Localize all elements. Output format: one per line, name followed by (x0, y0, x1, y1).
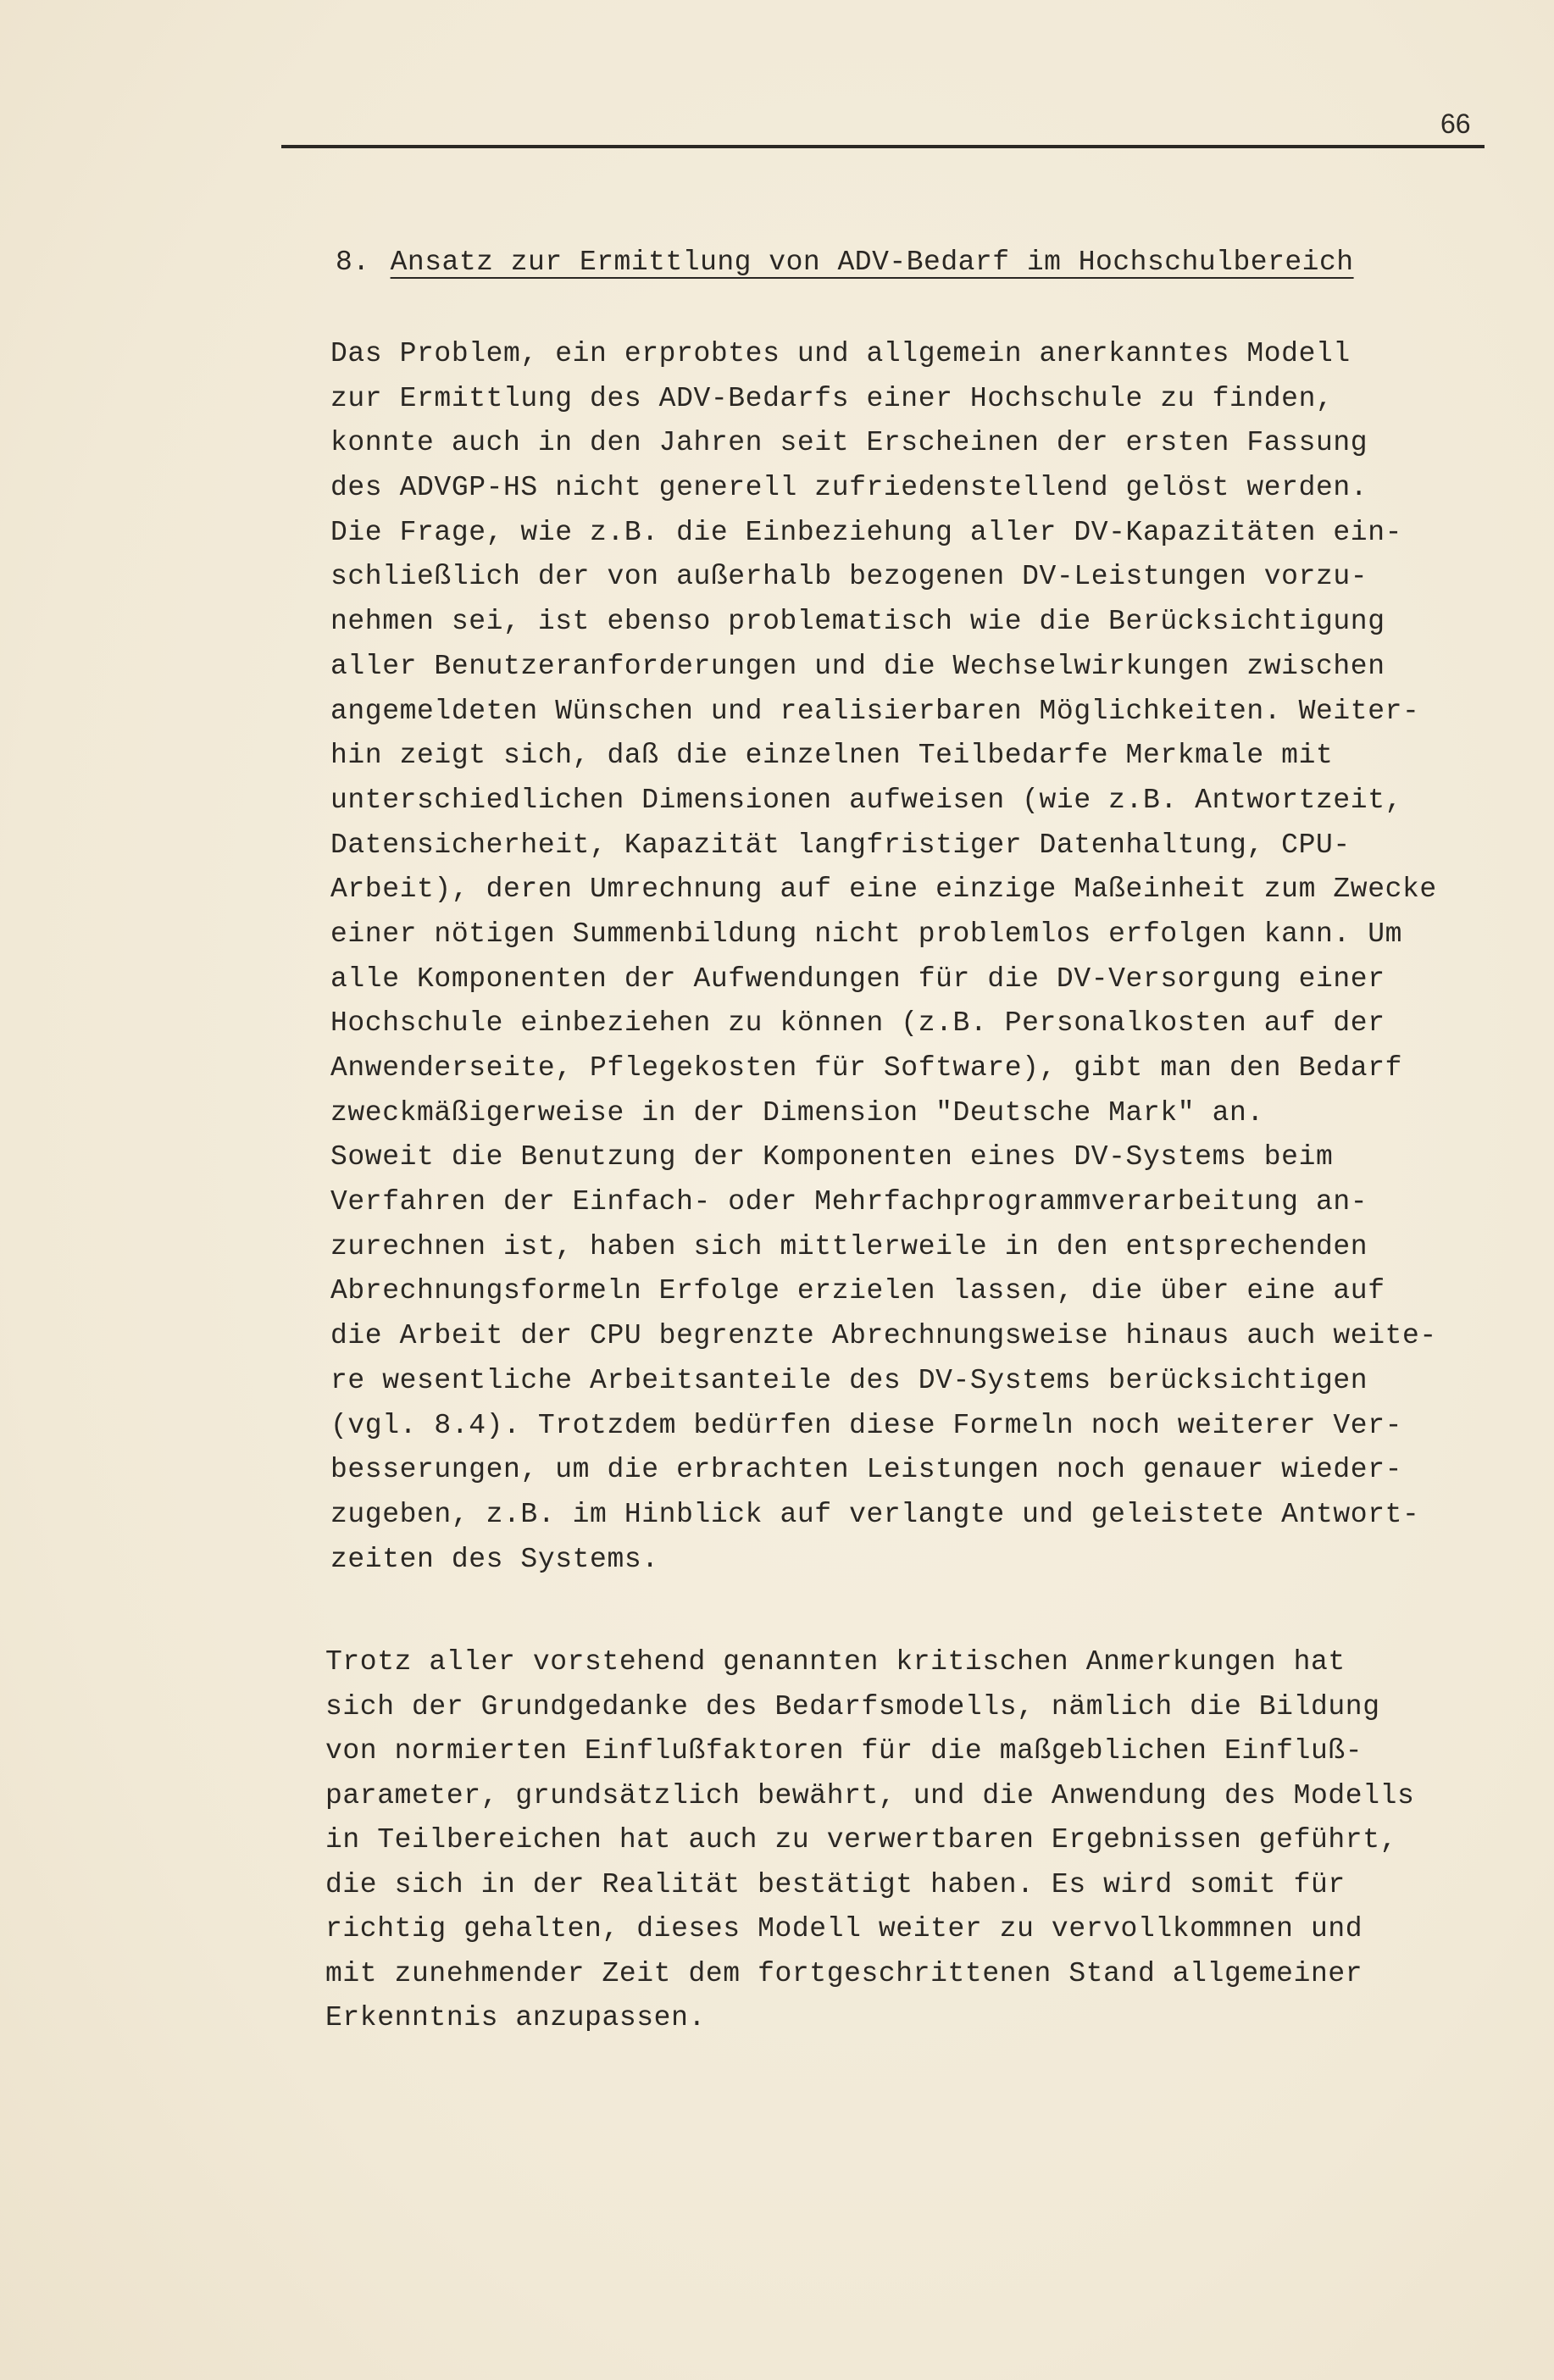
text-line: hin zeigt sich, daß die einzelnen Teilbedarfe Merkmale mit (330, 740, 1334, 772)
text-line: in Teilbereichen hat auch zu verwertbaren Ergebnissen geführt, (325, 1824, 1397, 1856)
text-line: nehmen sei, ist ebenso problematisch wie die Berücksichtigung (330, 606, 1385, 638)
text-line: des ADVGP-HS nicht generell zufriedenstellend gelöst werden. (330, 472, 1368, 504)
text-line: mit zunehmender Zeit dem fortgeschrittenen Stand allgemeiner (325, 1957, 1363, 1989)
text-line: Datensicherheit, Kapazität langfristiger Datenhaltung, CPU- (330, 829, 1351, 861)
text-line: Soweit die Benutzung der Komponenten eines DV-Systems beim (330, 1141, 1334, 1173)
section-title: Ansatz zur Ermittlung von ADV-Bedarf im Hochschulbereich (390, 247, 1354, 278)
page-number: 66 (1440, 108, 1471, 139)
text-line: zur Ermittlung des ADV-Bedarfs einer Hochschule zu finden, (330, 382, 1334, 414)
text-line: richtig gehalten, dieses Modell weiter zu vervollkommnen und (325, 1913, 1363, 1944)
text-line: von normierten Einflußfaktoren für die maßgeblichen Einfluß- (325, 1735, 1363, 1767)
text-line: zweckmäßigerweise in der Dimension "Deutsche Mark" an. (330, 1096, 1264, 1129)
text-line: Trotz aller vorstehend genannten kritischen Anmerkungen hat (325, 1646, 1346, 1678)
section-heading (336, 247, 1354, 278)
text-line: besserungen, um die erbrachten Leistungen noch genauer wieder- (330, 1454, 1402, 1486)
text-line: die sich in der Realität bestätigt haben. Es wird somit für (325, 1868, 1346, 1900)
paragraph-2 (325, 1640, 1414, 2041)
text-line: Erkenntnis anzupassen. (325, 2002, 706, 2033)
text-line: zugeben, z.B. im Hinblick auf verlangte und geleistete Antwort- (330, 1498, 1420, 1530)
text-line: konnte auch in den Jahren seit Erscheinen der ersten Fassung (330, 427, 1368, 459)
text-line: aller Benutzeranforderungen und die Wechselwirkungen zwischen (330, 650, 1385, 682)
text-line: Das Problem, ein erprobtes und allgemein anerkanntes Modell (330, 338, 1351, 369)
text-line: Abrechnungsformeln Erfolge erzielen lassen, die über eine auf (330, 1275, 1385, 1307)
text-line: zeiten des Systems. (330, 1543, 659, 1575)
text-line: unterschiedlichen Dimensionen aufweisen (wie z.B. Antwortzeit, (330, 784, 1402, 816)
text-line: Verfahren der Einfach- oder Mehrfachprogrammverarbeitung an- (330, 1186, 1368, 1218)
section-number: 8. (336, 247, 370, 278)
paragraph-1 (330, 332, 1437, 1582)
text-line: alle Komponenten der Aufwendungen für die DV-Versorgung einer (330, 963, 1385, 995)
text-line: Hochschule einbeziehen zu können (z.B. Personalkosten auf der (330, 1007, 1385, 1040)
text-line: (vgl. 8.4). Trotzdem bedürfen diese Formeln noch weiterer Ver- (330, 1409, 1402, 1441)
header-rule (281, 145, 1485, 148)
text-line: sich der Grundgedanke des Bedarfsmodells, nämlich die Bildung (325, 1690, 1380, 1723)
text-line: Arbeit), deren Umrechnung auf eine einzige Maßeinheit zum Zwecke (330, 874, 1437, 906)
text-line: angemeldeten Wünschen und realisierbaren Möglichkeiten. Weiter- (330, 695, 1420, 727)
text-line: Anwenderseite, Pflegekosten für Software), gibt man den Bedarf (330, 1052, 1402, 1084)
text-line: Die Frage, wie z.B. die Einbeziehung aller DV-Kapazitäten ein- (330, 516, 1402, 548)
text-line: zurechnen ist, haben sich mittlerweile in den entsprechenden (330, 1230, 1368, 1262)
text-line: parameter, grundsätzlich bewährt, und die Anwendung des Modells (325, 1779, 1415, 1811)
text-line: re wesentliche Arbeitsanteile des DV-Systems berücksichtigen (330, 1364, 1368, 1396)
text-line: einer nötigen Summenbildung nicht problemlos erfolgen kann. Um (330, 918, 1402, 950)
text-line: die Arbeit der CPU begrenzte Abrechnungsweise hinaus auch weite- (330, 1320, 1437, 1352)
text-line: schließlich der von außerhalb bezogenen DV-Leistungen vorzu- (330, 561, 1368, 593)
